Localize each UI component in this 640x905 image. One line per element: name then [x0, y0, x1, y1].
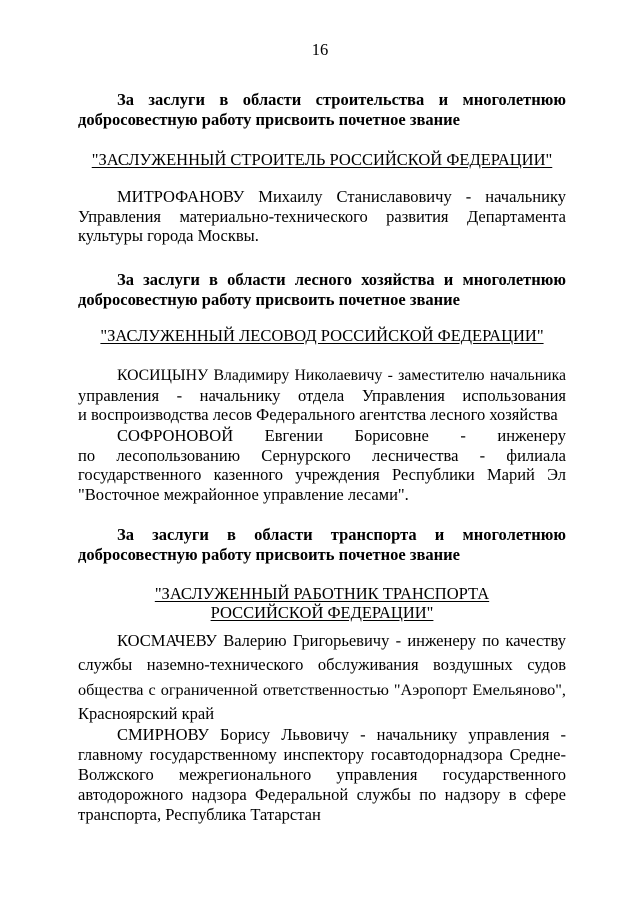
- recipient-line: Управления материально-технического развития Департамента: [78, 206, 566, 226]
- recipient-paragraph: [78, 629, 566, 726]
- recipient-paragraph: [78, 366, 566, 425]
- recipient-paragraph: [78, 426, 566, 504]
- preamble-line: добросовестную работу присвоить почетное звание: [78, 544, 460, 564]
- recipient-line: главному государственному инспектору госавтодорнадзора Средне-: [78, 745, 566, 764]
- preamble-line: За заслуги в области строительства и многолетнюю: [117, 90, 566, 109]
- recipient-line: транспорта, Республика Татарстан: [78, 805, 321, 824]
- recipient-line: и воспроизводства лесов Федерального агентства лесного хозяйства: [78, 405, 558, 424]
- recipient-line: СМИРНОВУ Борису Львовичу - начальнику управления -: [117, 725, 566, 744]
- recipient-line: МИТРОФАНОВУ Михаилу Станиславовичу - начальнику: [117, 187, 566, 206]
- recipient-line: общества с ограниченной ответственностью "Аэропорт Емельяново",: [78, 680, 566, 699]
- award-title-line: "ЗАСЛУЖЕННЫЙ РАБОТНИК ТРАНСПОРТА: [154, 584, 490, 603]
- award-title: [78, 585, 566, 622]
- award-preamble: [78, 90, 566, 130]
- award-title-line: РОССИЙСКОЙ ФЕДЕРАЦИИ": [210, 602, 434, 622]
- preamble-line: добросовестную работу присвоить почетное звание: [78, 289, 460, 309]
- recipient-line: Красноярский край: [78, 703, 215, 723]
- award-title: [78, 150, 566, 170]
- award-preamble: [78, 525, 566, 564]
- recipient-line: управления - начальнику отдела Управления использования: [78, 385, 566, 405]
- recipient-line: автодорожного надзора Федеральной службы по надзору в сфере: [78, 785, 566, 804]
- page-number: 16: [311, 40, 329, 59]
- preamble-line: добросовестную работу присвоить почетное звание: [78, 110, 460, 129]
- award-title-line: "ЗАСЛУЖЕННЫЙ ЛЕСОВОД РОССИЙСКОЙ ФЕДЕРАЦИИ": [100, 326, 544, 345]
- recipient-line: по лесопользованию Сернурского лесничества - филиала: [78, 445, 566, 465]
- preamble-line: За заслуги в области лесного хозяйства и многолетнюю: [117, 270, 566, 289]
- preamble-line: За заслуги в области транспорта и многолетнюю: [117, 525, 566, 544]
- award-preamble: [78, 270, 566, 309]
- recipient-paragraph: [78, 187, 566, 246]
- award-title-line: "ЗАСЛУЖЕННЫЙ СТРОИТЕЛЬ РОССИЙСКОЙ ФЕДЕРАЦИИ": [91, 150, 553, 169]
- recipient-line: культуры города Москвы.: [78, 226, 259, 245]
- recipient-line: СОФРОНОВОЙ Евгении Борисовне - инженеру: [117, 426, 566, 445]
- award-title: [78, 326, 566, 346]
- recipient-paragraph: [78, 725, 566, 825]
- recipient-line: Волжского межрегионального управления государственного: [78, 765, 566, 784]
- recipient-line: КОСМАЧЕВУ Валерию Григорьевичу - инженеру по качеству: [117, 631, 566, 650]
- recipient-line: службы наземно-технического обслуживания воздушных судов: [78, 655, 566, 675]
- recipient-line: "Восточное межрайонное управление лесами".: [78, 484, 409, 504]
- recipient-line: государственного казенного учреждения Республики Марий Эл: [78, 465, 566, 484]
- recipient-line: КОСИЦЫНУ Владимиру Николаевичу - заместителю начальника: [117, 367, 566, 384]
